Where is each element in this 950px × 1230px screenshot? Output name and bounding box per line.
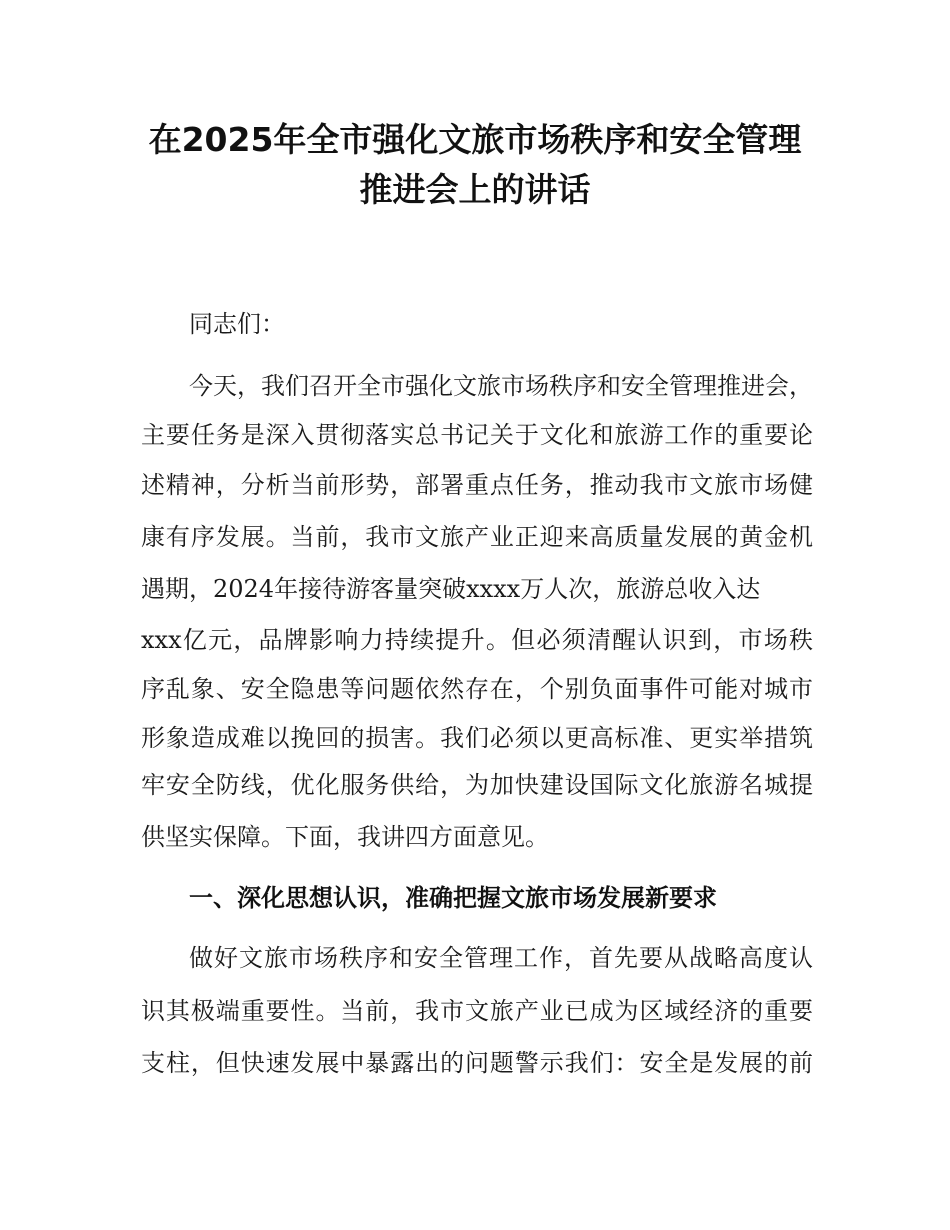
- paragraph-1-line: 遇期，2024年接待游客量突破xxxx万人次，旅游总收入达: [141, 575, 761, 603]
- paragraph-1-line: 述精神，分析当前形势，部署重点任务，推动我市文旅市场健: [141, 471, 813, 499]
- paragraph-2-line: 识其极端重要性。当前，我市文旅产业已成为区域经济的重要: [141, 997, 813, 1025]
- paragraph-1-line: 序乱象、安全隐患等问题依然存在，个别负面事件可能对城市: [141, 675, 813, 703]
- document-title-line-2: 推进会上的讲话: [359, 170, 591, 209]
- paragraph-1-line: 牢安全防线，优化服务供给，为加快建设国际文化旅游名城提: [141, 771, 813, 799]
- section-heading-1: 一、深化思想认识，准确把握文旅市场发展新要求: [189, 884, 717, 912]
- paragraph-2-line: 支柱，但快速发展中暴露出的问题警示我们：安全是发展的前: [141, 1049, 813, 1077]
- paragraph-2-line: 做好文旅市场秩序和安全管理工作，首先要从战略高度认: [189, 944, 813, 972]
- paragraph-1-line: 供坚实保障。下面，我讲四方面意见。: [141, 823, 549, 851]
- paragraph-1-line: 主要任务是深入贯彻落实总书记关于文化和旅游工作的重要论: [141, 421, 813, 449]
- paragraph-1-line: 康有序发展。当前，我市文旅产业正迎来高质量发展的黄金机: [141, 523, 813, 551]
- paragraph-1-line: xxx亿元，品牌影响力持续提升。但必须清醒认识到，市场秩: [141, 626, 813, 654]
- paragraph-1-line: 今天，我们召开全市强化文旅市场秩序和安全管理推进会，: [189, 372, 813, 400]
- salutation: 同志们：: [189, 310, 285, 338]
- document-title-line-1: 在2025年全市强化文旅市场秩序和安全管理: [148, 120, 802, 159]
- paragraph-1-line: 形象造成难以挽回的损害。我们必须以更高标准、更实举措筑: [141, 724, 813, 752]
